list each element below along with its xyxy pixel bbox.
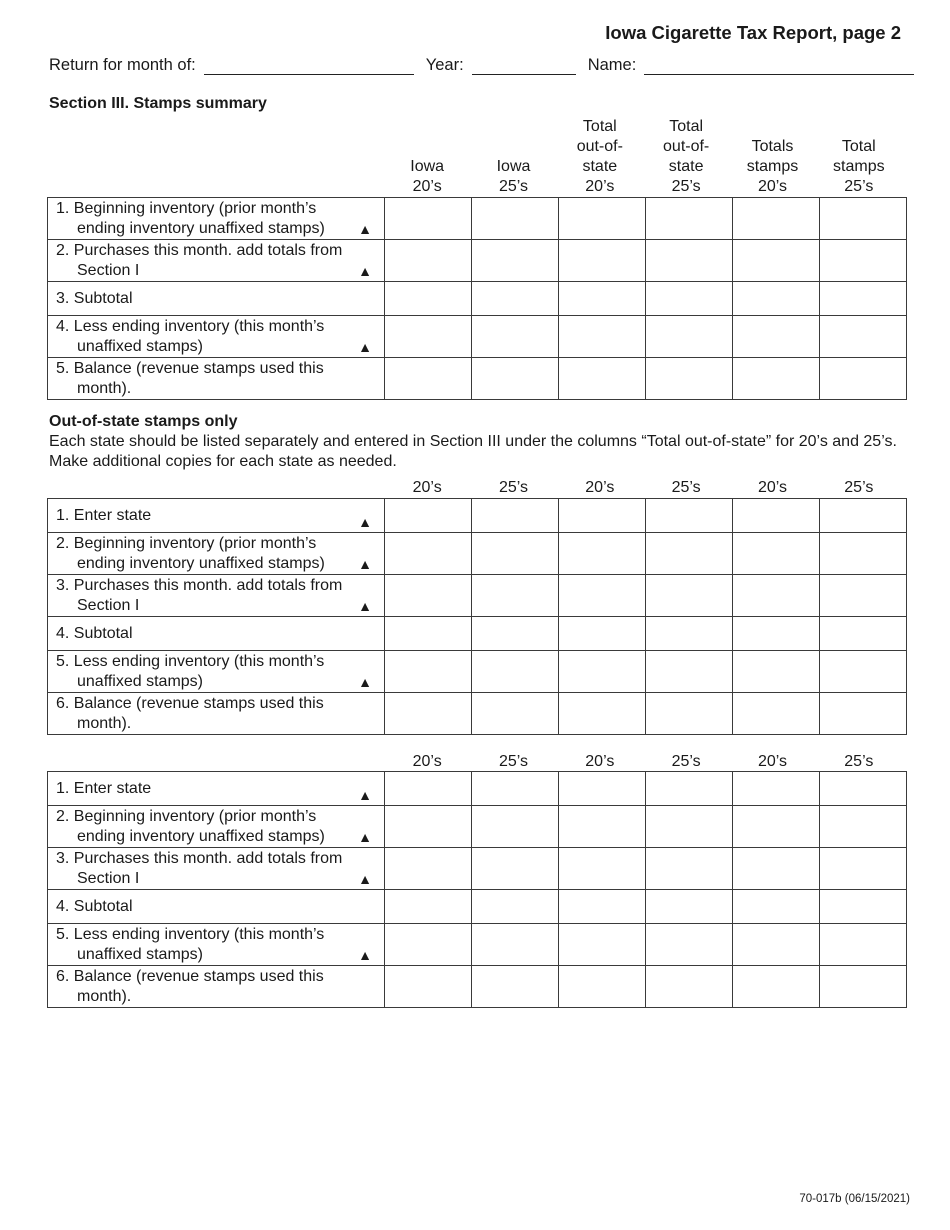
state-a-entry-cell[interactable] (733, 617, 820, 651)
section3-row (48, 240, 907, 282)
state-a-entry-cell[interactable] (646, 651, 733, 693)
section3-row (48, 316, 907, 358)
state-b-entry-cell[interactable] (733, 924, 820, 966)
section3-entry-cell[interactable] (559, 240, 646, 282)
row-label-continuation: unaffixed stamps) (77, 672, 203, 690)
state-a-entry-cell[interactable] (646, 693, 733, 735)
state-a-entry-cell[interactable] (472, 617, 559, 651)
state-a-entry-cell[interactable] (559, 651, 646, 693)
row-label-text: 6. Balance (revenue stamps used this (56, 695, 324, 712)
state-b-entry-cell[interactable] (472, 890, 559, 924)
state-b-entry-cell[interactable] (733, 890, 820, 924)
state-a-row (48, 499, 907, 533)
state-a-row-label (48, 499, 385, 533)
up-triangle-icon: ▲ (358, 871, 372, 887)
section3-column-header: Iowa 20’s (410, 158, 445, 195)
row-label-continuation: ending inventory unaffixed stamps) (77, 554, 325, 572)
state-a-entry-cell[interactable] (472, 693, 559, 735)
row-label-text: 6. Balance (revenue stamps used this (56, 968, 324, 985)
section3-entry-cell[interactable] (472, 358, 559, 400)
state-b-entry-cell[interactable] (646, 966, 733, 1008)
section3-entry-cell[interactable] (733, 240, 820, 282)
section3-row-label (48, 316, 385, 358)
state-a-row-label (48, 693, 385, 735)
state-b-row (48, 966, 907, 1008)
up-triangle-icon: ▲ (358, 263, 372, 279)
section3-entry-cell[interactable] (820, 316, 907, 358)
state-a-entry-cell[interactable] (559, 617, 646, 651)
section3-column-header: Total out-of- state 20’s (576, 118, 623, 195)
up-triangle-icon: ▲ (358, 556, 372, 572)
section3-column-header: Total stamps 25’s (833, 138, 885, 195)
state-b-row-label (48, 806, 385, 848)
state-a-column-header: 20’s (412, 479, 442, 496)
return-month-field[interactable] (204, 58, 414, 75)
up-triangle-icon: ▲ (358, 674, 372, 690)
state-a-entry-cell[interactable] (472, 499, 559, 533)
row-label-continuation: unaffixed stamps) (77, 945, 203, 963)
state-b-entry-cell[interactable] (559, 966, 646, 1008)
state-a-entry-cell[interactable] (820, 575, 907, 617)
state-a-row-label (48, 533, 385, 575)
row-label-text: 5. Balance (revenue stamps used this (56, 360, 324, 377)
state-b-entry-cell[interactable] (385, 924, 472, 966)
out-of-state-heading: Out-of-state stamps only (49, 413, 238, 430)
section3-entry-cell[interactable] (820, 358, 907, 400)
state-b-entry-cell[interactable] (559, 806, 646, 848)
state-b-entry-cell[interactable] (385, 848, 472, 890)
state-a-column-header: 25’s (671, 479, 701, 496)
section3-row (48, 358, 907, 400)
state-a-entry-cell[interactable] (385, 651, 472, 693)
state-a-entry-cell[interactable] (733, 693, 820, 735)
section3-row-label (48, 240, 385, 282)
section3-entry-cell[interactable] (820, 198, 907, 240)
section3-entry-cell[interactable] (472, 316, 559, 358)
state-b-entry-cell[interactable] (472, 848, 559, 890)
name-field[interactable] (644, 58, 914, 75)
section3-entry-cell[interactable] (559, 198, 646, 240)
up-triangle-icon: ▲ (358, 514, 372, 530)
row-label-text: 1. Enter state (56, 506, 152, 524)
state-a-entry-cell[interactable] (646, 575, 733, 617)
state-a-entry-cell[interactable] (646, 617, 733, 651)
section3-entry-cell[interactable] (646, 282, 733, 316)
state-b-row (48, 848, 907, 890)
state-b-entry-cell[interactable] (385, 890, 472, 924)
section3-entry-cell[interactable] (385, 198, 472, 240)
state-a-entry-cell[interactable] (559, 533, 646, 575)
state-a-column-header: 20’s (585, 479, 615, 496)
section3-entry-cell[interactable] (559, 358, 646, 400)
state-b-entry-cell[interactable] (646, 924, 733, 966)
row-label-text: 4. Less ending inventory (this month’s (56, 318, 325, 335)
up-triangle-icon: ▲ (358, 221, 372, 237)
state-a-column-header: 20’s (757, 479, 787, 496)
state-b-row (48, 924, 907, 966)
state-a-column-header: 25’s (498, 479, 529, 496)
name-label: Name: (587, 56, 637, 74)
section3-entry-cell[interactable] (646, 358, 733, 400)
row-label-text: 4. Subtotal (56, 897, 133, 915)
state-a-entry-cell[interactable] (820, 533, 907, 575)
row-label-text: 2. Beginning inventory (prior month’s (56, 535, 317, 552)
section3-entry-cell[interactable] (385, 282, 472, 316)
row-label-text: 3. Purchases this month. add totals from (56, 850, 343, 867)
section3-entry-cell[interactable] (820, 240, 907, 282)
state-a-entry-cell[interactable] (385, 533, 472, 575)
state-a-column-header: 25’s (844, 479, 874, 496)
row-label-continuation: month). (77, 379, 132, 397)
state-b-entry-cell[interactable] (820, 924, 907, 966)
section3-entry-cell[interactable] (559, 282, 646, 316)
row-label-text: 3. Subtotal (56, 289, 133, 307)
state-b-entry-cell[interactable] (646, 772, 733, 806)
state-a-entry-cell[interactable] (820, 651, 907, 693)
section3-entry-cell[interactable] (646, 316, 733, 358)
section3-entry-cell[interactable] (385, 240, 472, 282)
section3-entry-cell[interactable] (646, 198, 733, 240)
form-number: 70-017b (06/15/2021) (799, 1193, 910, 1205)
state-b-row-label (48, 890, 385, 924)
state-b-entry-cell[interactable] (733, 806, 820, 848)
state-a-table (47, 498, 907, 735)
state-a-entry-cell[interactable] (733, 651, 820, 693)
state-a-entry-cell[interactable] (385, 575, 472, 617)
section3-row (48, 282, 907, 316)
state-b-entry-cell[interactable] (385, 966, 472, 1008)
return-info-line (49, 56, 914, 75)
state-b-entry-cell[interactable] (472, 772, 559, 806)
state-a-entry-cell[interactable] (646, 499, 733, 533)
row-label-text: 1. Enter state (56, 779, 152, 797)
page-title: Iowa Cigarette Tax Report, page 2 (605, 22, 901, 43)
section3-entry-cell[interactable] (559, 316, 646, 358)
state-b-entry-cell[interactable] (646, 806, 733, 848)
state-b-entry-cell[interactable] (733, 966, 820, 1008)
section3-entry-cell[interactable] (733, 198, 820, 240)
state-b-column-header: 20’s (412, 753, 442, 770)
section3-row-label (48, 198, 385, 240)
state-b-entry-cell[interactable] (820, 848, 907, 890)
state-a-entry-cell[interactable] (472, 651, 559, 693)
state-a-row (48, 651, 907, 693)
state-b-entry-cell[interactable] (559, 890, 646, 924)
section3-row (48, 198, 907, 240)
section3-column-header: Total out-of- state 25’s (663, 118, 710, 195)
row-label-text: 5. Less ending inventory (this month’s (56, 653, 325, 670)
section3-entry-cell[interactable] (733, 358, 820, 400)
up-triangle-icon: ▲ (358, 787, 372, 803)
state-b-column-header: 25’s (498, 753, 529, 770)
state-a-entry-cell[interactable] (385, 617, 472, 651)
state-b-entry-cell[interactable] (385, 772, 472, 806)
row-label-continuation: month). (77, 714, 132, 732)
state-a-row (48, 575, 907, 617)
section3-row-label (48, 282, 385, 316)
state-a-entry-cell[interactable] (733, 499, 820, 533)
state-b-entry-cell[interactable] (385, 806, 472, 848)
state-b-entry-cell[interactable] (472, 924, 559, 966)
state-b-entry-cell[interactable] (820, 890, 907, 924)
state-a-entry-cell[interactable] (820, 693, 907, 735)
up-triangle-icon: ▲ (358, 339, 372, 355)
section3-row-label (48, 358, 385, 400)
section3-entry-cell[interactable] (646, 240, 733, 282)
state-b-row (48, 890, 907, 924)
section3-column-headers (384, 119, 902, 197)
state-b-column-header: 25’s (671, 753, 701, 770)
section3-entry-cell[interactable] (472, 240, 559, 282)
section3-entry-cell[interactable] (733, 282, 820, 316)
up-triangle-icon: ▲ (358, 829, 372, 845)
state-a-entry-cell[interactable] (559, 499, 646, 533)
state-b-entry-cell[interactable] (472, 806, 559, 848)
row-label-continuation: ending inventory unaffixed stamps) (77, 219, 325, 237)
state-b-row-label (48, 966, 385, 1008)
state-b-entry-cell[interactable] (820, 806, 907, 848)
year-label: Year: (425, 56, 464, 74)
section3-column-header: Iowa 25’s (496, 158, 531, 195)
section3-entry-cell[interactable] (385, 358, 472, 400)
state-b-column-header: 20’s (757, 753, 787, 770)
row-label-text: 5. Less ending inventory (this month’s (56, 926, 325, 943)
state-a-entry-cell[interactable] (820, 499, 907, 533)
row-label-text: 1. Beginning inventory (prior month’s (56, 200, 317, 217)
state-a-entry-cell[interactable] (820, 617, 907, 651)
state-b-entry-cell[interactable] (733, 772, 820, 806)
state-a-row-label (48, 651, 385, 693)
state-b-entry-cell[interactable] (559, 772, 646, 806)
state-a-entry-cell[interactable] (559, 575, 646, 617)
row-label-text: 4. Subtotal (56, 624, 133, 642)
row-label-continuation: Section I (77, 261, 140, 279)
up-triangle-icon: ▲ (358, 947, 372, 963)
state-b-entry-cell[interactable] (733, 848, 820, 890)
year-field[interactable] (472, 58, 576, 75)
out-of-state-instructions: Each state should be listed separately and entered in Section III under the columns “Total out-of-state” for 20’s and 25’s. Make additional copies for each state as needed. (49, 433, 897, 470)
section3-entry-cell[interactable] (385, 316, 472, 358)
state-b-row-label (48, 848, 385, 890)
state-b-column-header: 25’s (844, 753, 874, 770)
state-b-entry-cell[interactable] (559, 924, 646, 966)
row-label-text: 2. Beginning inventory (prior month’s (56, 808, 317, 825)
state-a-row (48, 693, 907, 735)
section3-entry-cell[interactable] (820, 282, 907, 316)
state-a-row (48, 617, 907, 651)
state-b-row-label (48, 772, 385, 806)
state-a-row-label (48, 575, 385, 617)
row-label-text: 2. Purchases this month. add totals from (56, 242, 343, 259)
state-b-entry-cell[interactable] (820, 772, 907, 806)
row-label-text: 3. Purchases this month. add totals from (56, 577, 343, 594)
state-a-entry-cell[interactable] (385, 693, 472, 735)
return-month-label: Return for month of: (49, 56, 196, 74)
row-label-continuation: ending inventory unaffixed stamps) (77, 827, 325, 845)
section3-entry-cell[interactable] (472, 198, 559, 240)
state-a-row (48, 533, 907, 575)
row-label-continuation: month). (77, 987, 132, 1005)
state-b-entry-cell[interactable] (472, 966, 559, 1008)
state-a-entry-cell[interactable] (385, 499, 472, 533)
state-b-entry-cell[interactable] (559, 848, 646, 890)
row-label-continuation: Section I (77, 596, 140, 614)
state-a-column-headers (384, 478, 902, 498)
state-b-entry-cell[interactable] (646, 890, 733, 924)
section3-column-header: Totals stamps 20’s (746, 138, 799, 195)
state-a-row-label (48, 617, 385, 651)
section3-entry-cell[interactable] (733, 316, 820, 358)
state-b-column-header: 20’s (585, 753, 615, 770)
state-b-column-headers (384, 752, 902, 772)
state-a-entry-cell[interactable] (472, 533, 559, 575)
state-b-entry-cell[interactable] (820, 966, 907, 1008)
state-a-entry-cell[interactable] (472, 575, 559, 617)
state-b-row (48, 772, 907, 806)
state-a-entry-cell[interactable] (733, 533, 820, 575)
state-b-row-label (48, 924, 385, 966)
state-b-table (47, 771, 907, 1008)
state-a-entry-cell[interactable] (646, 533, 733, 575)
state-b-entry-cell[interactable] (646, 848, 733, 890)
section3-entry-cell[interactable] (472, 282, 559, 316)
state-a-entry-cell[interactable] (733, 575, 820, 617)
row-label-continuation: Section I (77, 869, 140, 887)
state-a-entry-cell[interactable] (559, 693, 646, 735)
up-triangle-icon: ▲ (358, 598, 372, 614)
state-b-row (48, 806, 907, 848)
section3-heading: Section III. Stamps summary (49, 95, 267, 112)
row-label-continuation: unaffixed stamps) (77, 337, 203, 355)
section3-table (47, 197, 907, 400)
